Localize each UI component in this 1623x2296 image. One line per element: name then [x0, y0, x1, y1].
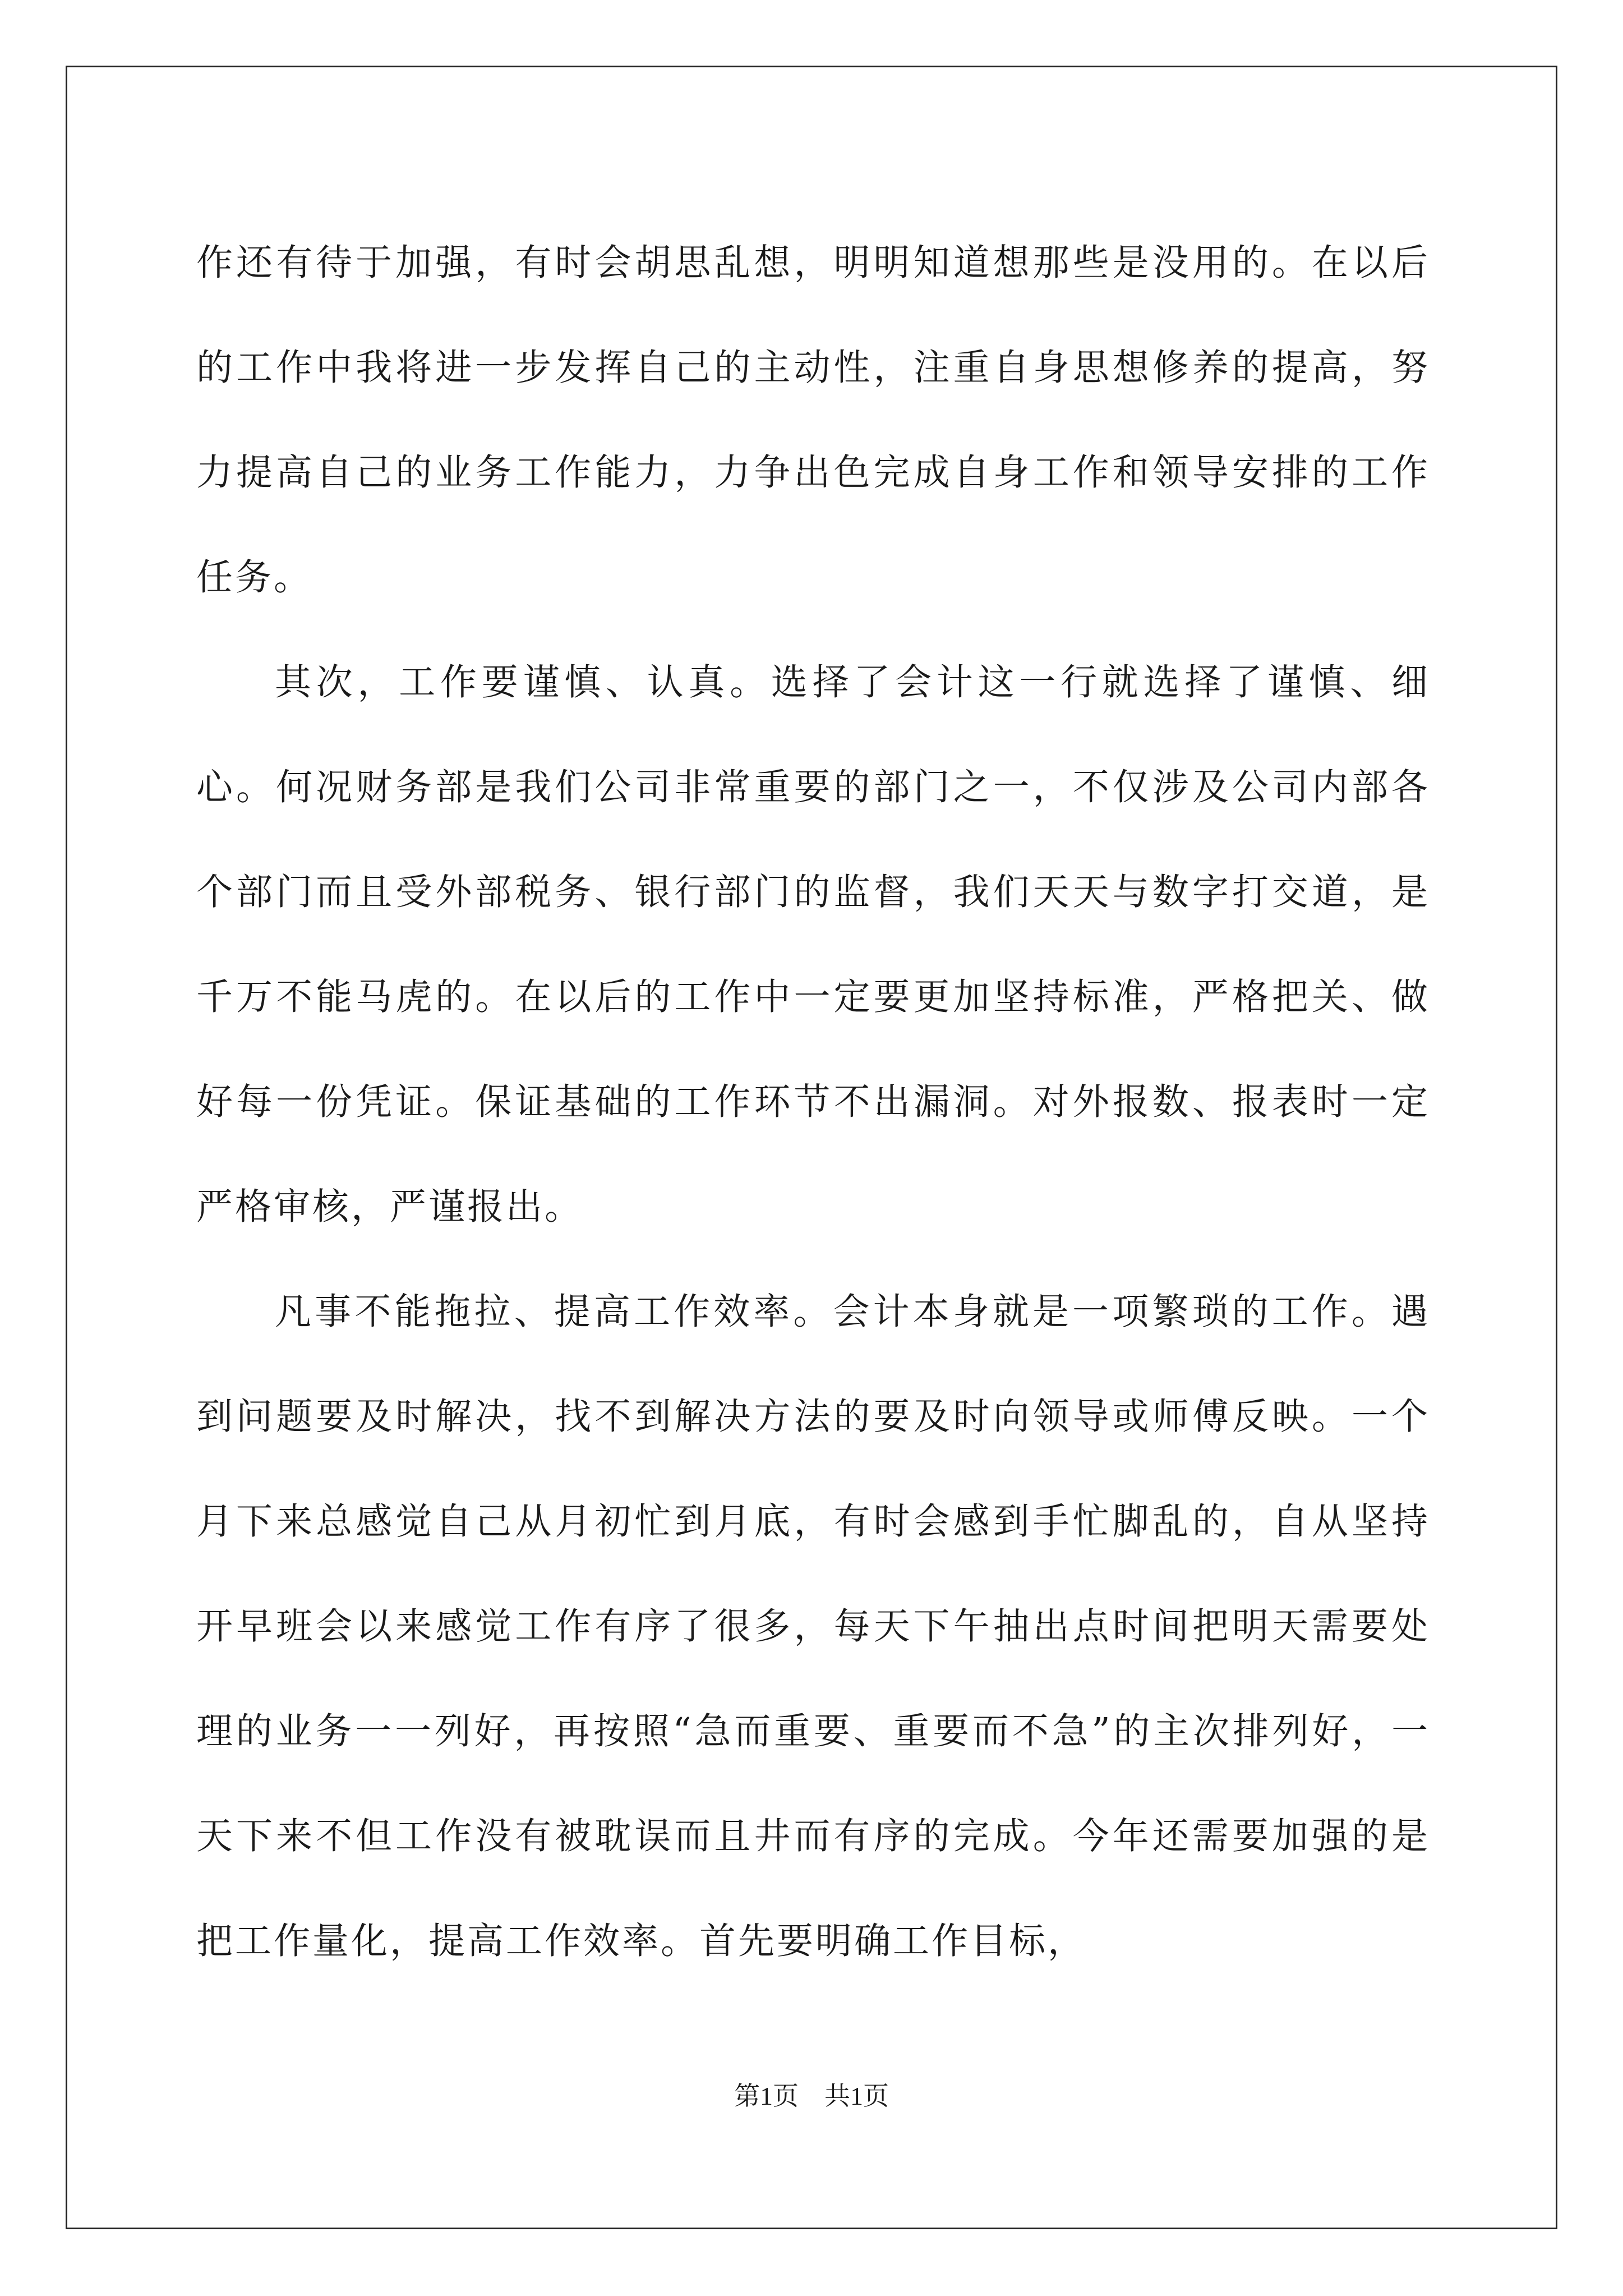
paragraph-2: 其次，工作要谨慎、认真。选择了会计这一行就选择了谨慎、细心。何况财务部是我们公司非常重要的部门之一，不仅涉及公司内部各个部门而且受外部税务、银行部门的监督，我们天天与数字打交道，是千万不能马虎的。在以后的工作中一定要更加坚持标准，严格把关、做好每一份凭证。保证基础的工作环节不出漏洞。对外报数、报表时一定严格审核，严谨报出。 — [196, 661, 1430, 1228]
document-body — [196, 210, 1430, 1994]
paragraph-3: 凡事不能拖拉、提高工作效率。会计本身就是一项繁琐的工作。遇到问题要及时解决，找不到解决方法的要及时向领导或师傅反映。一个月下来总感觉自己从月初忙到月底，有时会感到手忙脚乱的，自从坚持开早班会以来感觉工作有序了很多，每天下午抽出点时间把明天需要处理的业务一一列好，再按照“急而重要、重要而不急”的主次排列好，一天下来不但工作没有被耽误而且井而有序的完成。今年还需要加强的是把工作量化，提高工作效率。首先要明确工作目标， — [196, 1291, 1430, 1962]
paragraph-1: 作还有待于加强，有时会胡思乱想，明明知道想那些是没用的。在以后的工作中我将进一步发挥自己的主动性，注重自身思想修养的提高，努力提高自己的业务工作能力，力争出色完成自身工作和领导安排的工作任务。 — [196, 242, 1430, 599]
page-footer: 第1页 共1页 — [734, 2082, 889, 2110]
